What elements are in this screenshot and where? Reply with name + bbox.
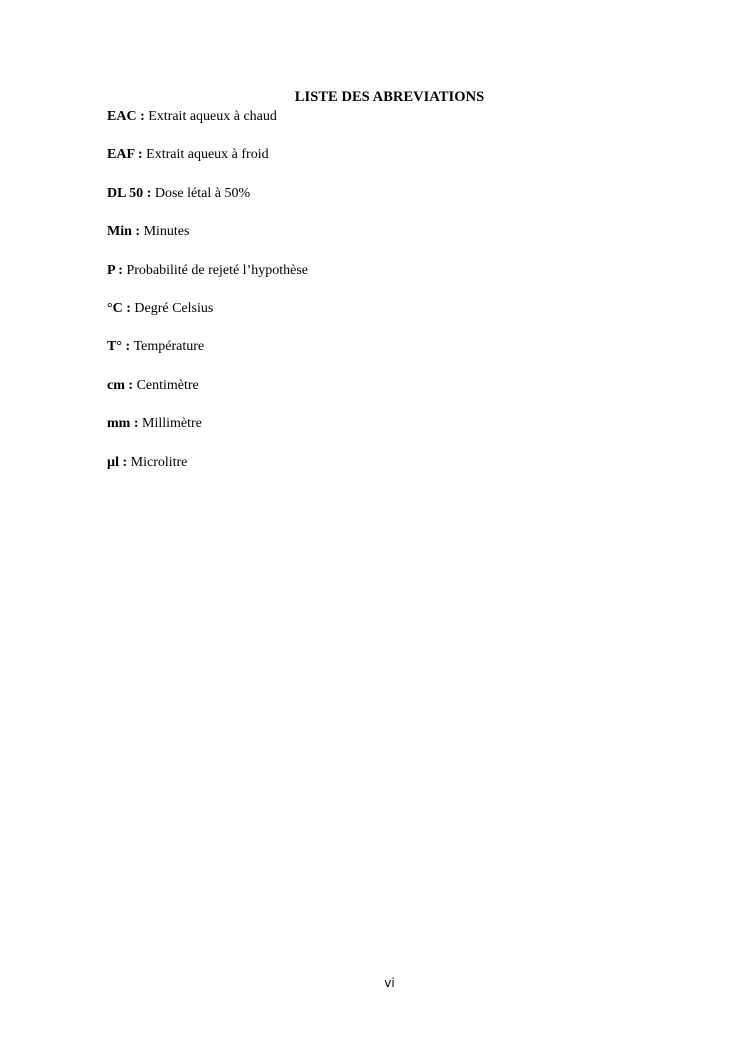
abbreviation-separator: : <box>143 185 155 201</box>
abbreviation-item-degree-celsius <box>107 300 308 338</box>
abbreviation-separator: : <box>122 300 135 316</box>
abbreviation-item-eac <box>107 108 308 146</box>
abbreviation-definition: Millimètre <box>142 416 202 432</box>
abbreviation-definition: Minutes <box>143 224 190 240</box>
abbreviation-item-cm <box>107 377 308 415</box>
abbreviation-term: EAC <box>107 109 137 124</box>
abbreviation-definition: Extrait aqueux à froid <box>146 147 269 163</box>
abbreviation-separator: : <box>124 377 137 393</box>
abbreviation-separator: : <box>121 339 134 355</box>
abbreviation-item-ul <box>107 454 308 492</box>
abbreviation-term: EAF <box>107 147 135 163</box>
abbreviation-separator: : <box>134 147 147 163</box>
abbreviation-item-eaf <box>107 146 308 184</box>
abbreviation-item-dl50 <box>107 185 308 223</box>
abbreviation-term: DL 50 <box>107 185 144 201</box>
abbreviation-term: T° <box>107 339 122 355</box>
abbreviation-definition: Probabilité de rejeté l’hypothèse <box>126 262 309 278</box>
abbreviation-separator: : <box>130 416 142 432</box>
abbreviation-list <box>107 108 308 492</box>
abbreviation-definition: Microlitre <box>130 454 188 470</box>
page-title: LISTE DES ABREVIATIONS <box>294 89 485 105</box>
abbreviation-separator: : <box>136 109 149 124</box>
abbreviation-definition: Dose létal à 50% <box>154 185 251 201</box>
abbreviation-separator: : <box>114 262 127 278</box>
abbreviation-term: cm <box>107 377 125 393</box>
abbreviation-definition: Extrait aqueux à chaud <box>148 109 277 124</box>
page-number: vi <box>384 976 395 990</box>
abbreviation-separator: : <box>118 454 131 470</box>
abbreviation-item-p <box>107 262 308 300</box>
abbreviation-term: Min <box>107 224 132 240</box>
abbreviation-definition: Température <box>133 339 205 355</box>
abbreviation-definition: Centimètre <box>136 377 199 393</box>
abbreviation-term: P <box>107 262 115 278</box>
abbreviation-item-temperature <box>107 338 308 376</box>
abbreviation-term: mm <box>107 416 131 432</box>
abbreviation-term: °C <box>107 300 123 316</box>
abbreviation-separator: : <box>131 224 144 240</box>
abbreviation-term: µl <box>107 454 119 470</box>
abbreviation-item-mm <box>107 415 308 453</box>
abbreviation-definition: Degré Celsius <box>134 300 214 316</box>
abbreviation-item-min <box>107 223 308 261</box>
